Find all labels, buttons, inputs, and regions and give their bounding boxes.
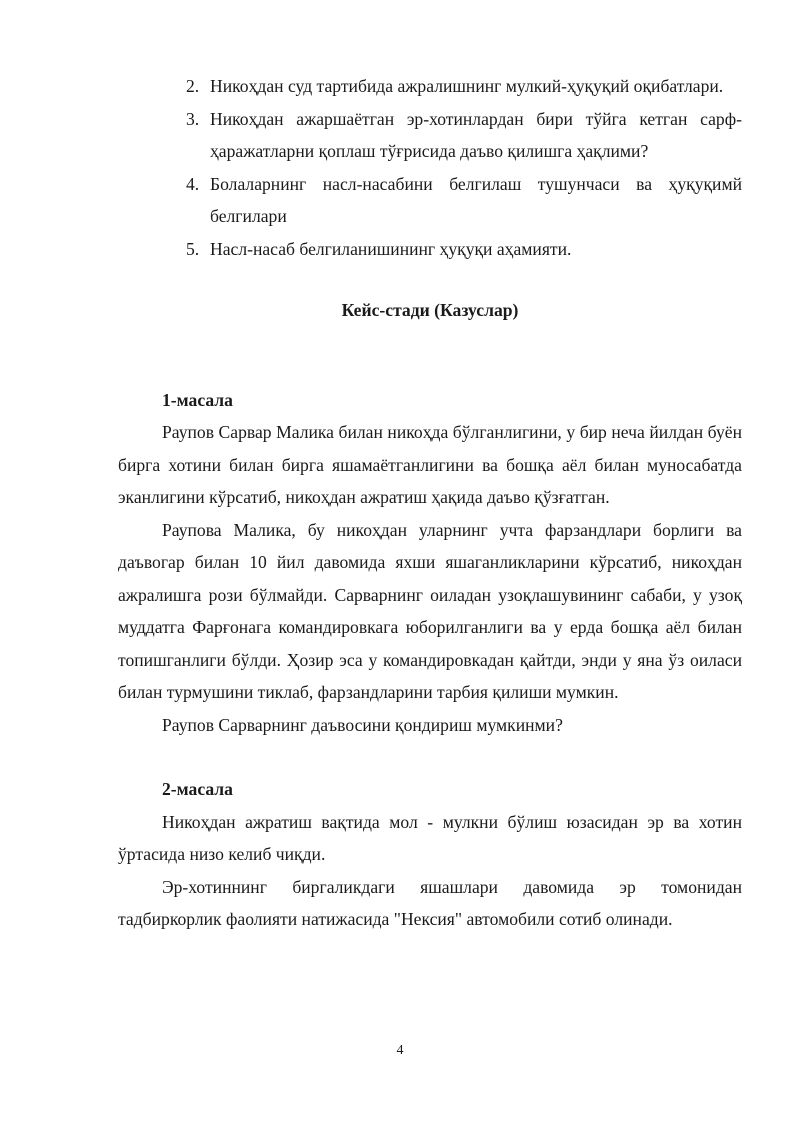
page-number: 4 (396, 1043, 404, 1058)
list-item-text: Насл-насаб белгиланишининг ҳуқуқи аҳамияти. (210, 238, 572, 259)
list-item-number: 4. (186, 173, 200, 194)
page-content (118, 70, 742, 936)
list-item (118, 70, 742, 103)
case-question: Раупов Сарварнинг даъвосини қондириш мумкинми? (162, 714, 563, 735)
case-paragraph: Никоҳдан ажратиш вақтида мол - мулкни бўлиш юзасидан эр ва хотин ўртасида низо келиб чиқди. (118, 811, 742, 864)
case-1 (118, 384, 742, 742)
case-title: 1-масала (162, 389, 233, 410)
list-item (118, 103, 742, 168)
list-item-text: Никоҳдан ажаршаётган эр-хотинлардан бири тўйга кетган сарф-ҳаражатларни қоплаш тўғрисида даъво қилишга ҳақлими? (210, 108, 742, 161)
list-item-number: 3. (186, 108, 200, 129)
list-item (118, 168, 742, 233)
case-2 (118, 773, 742, 936)
case-paragraph: Раупов Сарвар Малика билан никоҳда бўлганлигини, у бир неча йилдан буён бирга хотини билан бирга яшамаётганлигини ва бошқа аёл билан муносабатда эканлигини кўрсатиб, никоҳдан ажратиш ҳақида даъво қўзғатган. (118, 422, 742, 507)
case-paragraph: Эр-хотиннинг биргаликдаги яшашлари давомида эр томонидан тадбиркорлик фаолияти натижасида "Нексия" автомобили сотиб олинади. (118, 876, 742, 929)
section-heading: Кейс-стади (Казуслар) (341, 300, 519, 320)
list-item-number: 5. (186, 238, 200, 259)
case-title: 2-масала (162, 779, 233, 799)
case-paragraph: Раупова Малика, бу никоҳдан уларнинг учта фарзандлари борлиги ва даъвогар билан 10 йил давомида яхши яшаганликларини кўрсатиб, никоҳдан ажралишга рози бўлмайди. Сарварнинг оиладан узоқлашувининг сабаби, у узоқ муддатга Фарғонага командировкага юборилганлиги ва у ерда бошқа аёл билан топишганлиги бўлди. Ҳозир эса у командировкадан қайтди, энди у яна ўз оиласи билан турмушини тиклаб, фарзандларини тарбия қилиши мумкин. (118, 519, 742, 702)
list-item-text: Никоҳдан суд тартибида ажралишнинг мулкий-ҳуқуқий оқибатлари. (210, 76, 724, 96)
list-item-number: 2. (186, 76, 200, 96)
list-item-text: Болаларнинг насл-насабини белгилаш тушунчаси ва ҳуқуқимй белгилари (210, 173, 742, 226)
question-list (118, 70, 742, 265)
list-item (118, 233, 742, 266)
